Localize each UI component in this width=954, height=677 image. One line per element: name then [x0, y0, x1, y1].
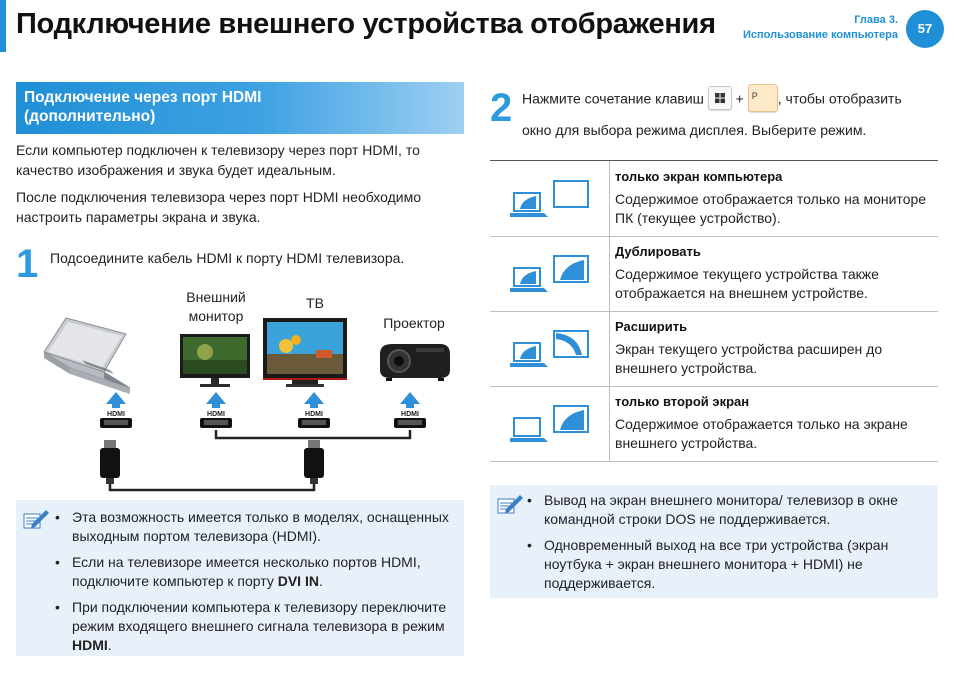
- right-notes-box: [490, 485, 938, 598]
- chapter-label: [743, 13, 898, 43]
- hdmi-port-label-monitor: HDMI: [207, 411, 225, 418]
- step-1-number: 1: [16, 242, 39, 286]
- step-2-text: Нажмите сочетание клавиш + P , чтобы отобразить окно для выбора режима дисплея. Выберите режим.: [522, 86, 942, 140]
- note-pencil-icon: [496, 491, 526, 517]
- tv-illustration: [263, 318, 347, 387]
- mode-title: только второй экран: [615, 394, 750, 409]
- mode-description: Содержимое отображается только на экране внешнего устройства.: [615, 416, 908, 451]
- duplicate-icon: [510, 254, 592, 294]
- mode-title: только экран компьютера: [615, 169, 783, 184]
- laptop-illustration: [44, 318, 130, 394]
- hdmi-connection-diagram: [30, 308, 460, 498]
- windows-logo-icon: [709, 87, 731, 109]
- mode-title: Расширить: [615, 319, 688, 334]
- hdmi-port-label-tv: HDMI: [305, 411, 323, 418]
- note-hdmi-mode: • При подключении компьютера к телевизору переключите режим входящего внешнего сигнала телевизора в режим HDMI.: [52, 598, 452, 655]
- windows-key: [708, 86, 732, 110]
- note-hdmi-models: • Эта возможность имеется только в моделях, оснащенных выходным портом телевизора (HDMI).: [52, 508, 452, 546]
- mode-description: Экран текущего устройства расширен до внешнего устройства.: [615, 341, 883, 376]
- mode-description: Содержимое отображается только на мониторе ПК (текущее устройство).: [615, 191, 927, 226]
- extend-icon: [510, 329, 592, 369]
- chapter-name: Использование компьютера: [742, 29, 898, 41]
- label-projector: Проектор: [383, 315, 445, 331]
- step-1-text: Подсоедините кабель HDMI к порту HDMI телевизора.: [50, 250, 405, 266]
- chapter-number: Глава 3.: [854, 14, 898, 26]
- note-three-outputs-unsupported: • Одновременный выход на все три устройства (экран ноутбука + экран внешнего монитора + HDMI) не поддерживается.: [524, 536, 928, 593]
- section-heading: [16, 82, 464, 134]
- second-screen-only-icon: [510, 404, 592, 444]
- hdmi-ports: [100, 418, 426, 428]
- connection-arrows: [106, 392, 420, 408]
- hdmi-port-label-laptop: HDMI: [107, 411, 125, 418]
- intro-paragraph-1: Если компьютер подключен к телевизору через порт HDMI, то качество изображения и звука будет идеальным.: [16, 142, 420, 178]
- mode-row-second-only: [490, 386, 938, 462]
- right-notes-list: [524, 491, 928, 600]
- left-notes-box: [16, 500, 464, 656]
- note-dvi-in: • Если на телевизоре имеется несколько портов HDMI, подключите компьютер к порту DVI IN.: [52, 553, 452, 591]
- intro-paragraph-2: После подключения телевизора через порт HDMI необходимо настроить параметры экрана и звука.: [16, 189, 422, 225]
- section-heading-text: Подключение через порт HDMI (дополнительно): [24, 89, 262, 125]
- hdmi-cables: [100, 430, 410, 490]
- mode-title: Дублировать: [615, 244, 701, 259]
- external-monitor-illustration: [180, 334, 250, 387]
- mode-row-pc-only: [490, 161, 938, 237]
- projector-illustration: [380, 344, 450, 381]
- note-pencil-icon: [22, 506, 52, 532]
- note-dos-unsupported: • Вывод на экран внешнего монитора/ телевизор в окне командной строки DOS не поддерживается.: [524, 491, 928, 529]
- p-key: P: [748, 84, 778, 112]
- hdmi-port-label-projector: HDMI: [401, 411, 419, 418]
- mode-description: Содержимое текущего устройства также отображается на внешнем устройстве.: [615, 266, 879, 301]
- page-title: Подключение внешнего устройства отображения: [16, 8, 716, 40]
- page-number-badge: 57: [906, 10, 944, 48]
- mode-row-duplicate: [490, 236, 938, 312]
- step-2-number: 2: [490, 86, 513, 130]
- label-external-monitor: Внешний монитор: [186, 289, 246, 324]
- pc-screen-only-icon: [510, 179, 592, 219]
- label-tv: ТВ: [306, 295, 324, 311]
- header-accent-bar: [0, 0, 6, 52]
- left-notes-list: [52, 508, 452, 662]
- mode-row-extend: [490, 311, 938, 387]
